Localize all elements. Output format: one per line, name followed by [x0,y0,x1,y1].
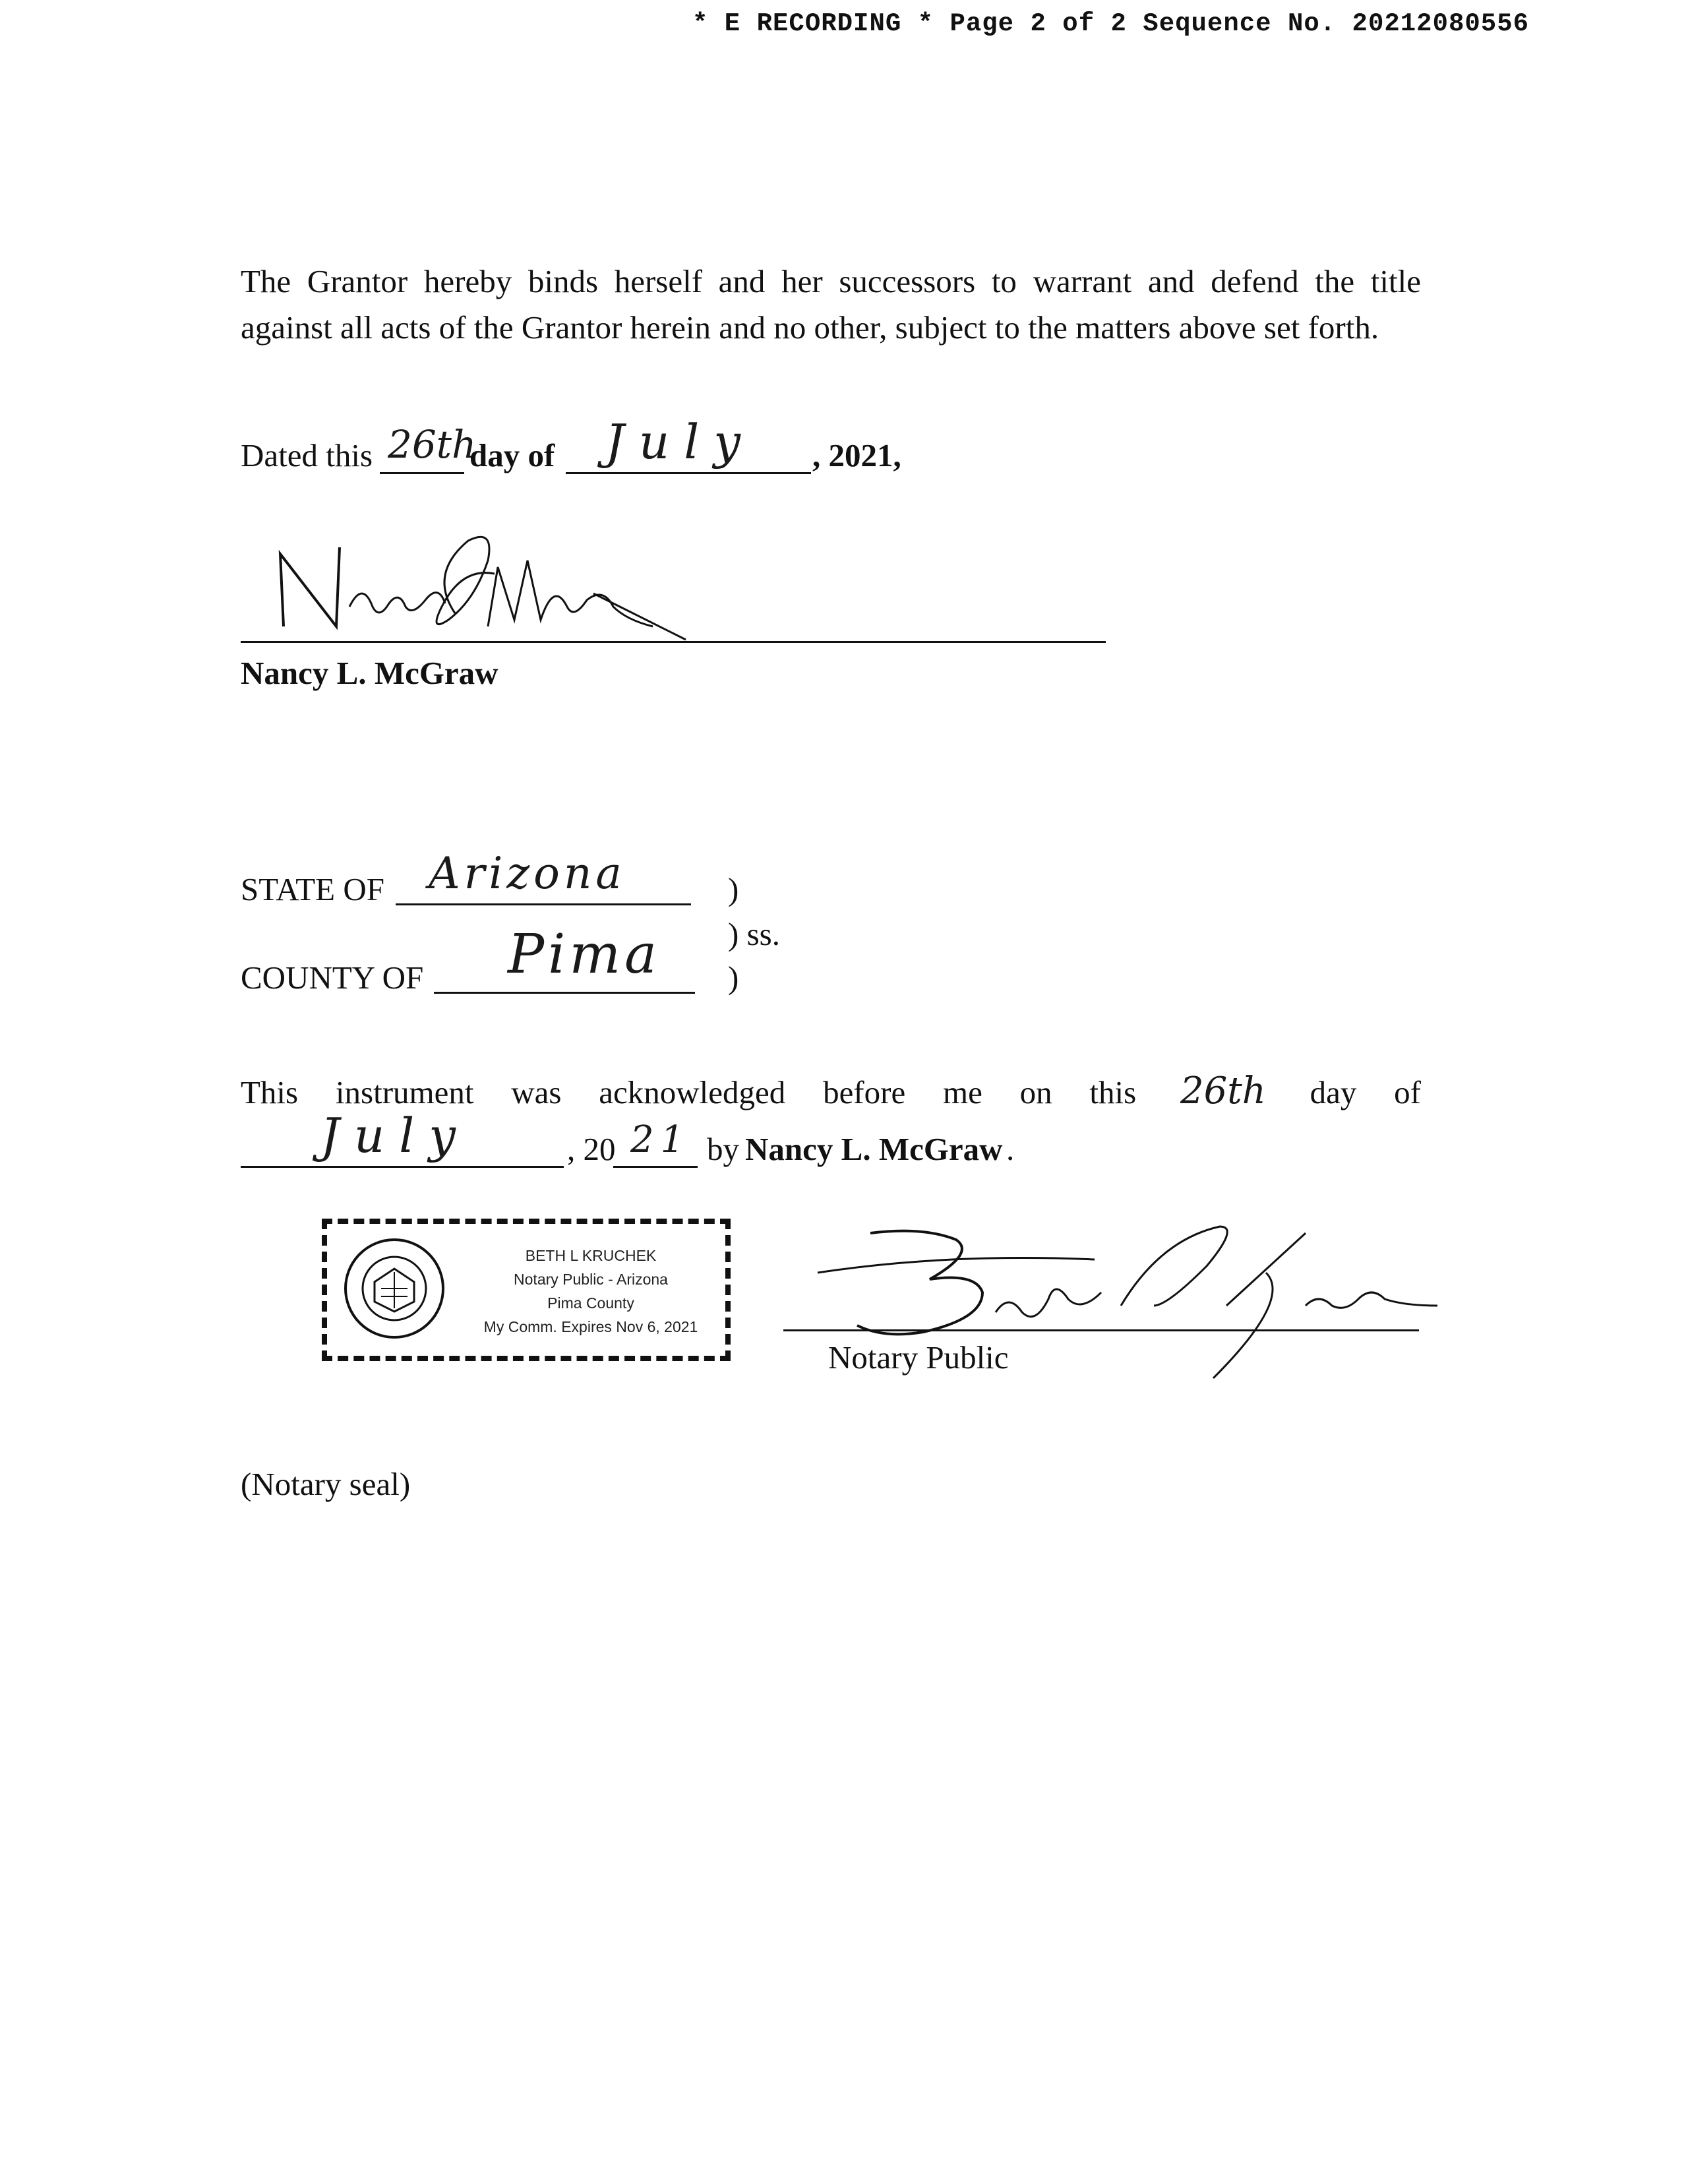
notary-seal-label: (Notary seal) [241,1466,411,1502]
ack-year-prefix: , 20 [567,1131,616,1167]
ack-month-line [241,1166,564,1168]
state-label: STATE OF [241,871,384,907]
state-line [396,903,691,905]
dated-day-line [380,472,464,474]
notary-stamp [322,1219,731,1361]
grantor-signature [264,528,725,659]
state-handwritten: Arizona [429,848,626,899]
state-seal-icon [342,1236,447,1341]
ack-day: day [1310,1074,1357,1110]
stamp-expires: My Comm. Expires Nov 6, 2021 [483,1318,698,1335]
dated-year: , 2021, [812,437,901,473]
county-handwritten: Pima [508,923,661,986]
ack-word: this [1089,1074,1137,1110]
ack-year-handwritten: 21 [630,1118,691,1161]
ack-name: Nancy L. McGraw [745,1131,1003,1167]
ack-day-handwritten: 26th [1180,1070,1266,1112]
stamp-name: BETH L KRUCHEK [525,1247,657,1264]
dated-month-handwritten: July [605,414,755,470]
ack-period: . [1006,1131,1015,1167]
recording-header: * E RECORDING * Page 2 of 2 Sequence No. 20212080556 [692,9,1529,38]
ack-by: by [707,1131,739,1167]
grantor-signature-line [241,641,1106,643]
dated-month-line [566,472,811,474]
notary-signature-line [783,1329,1419,1331]
venue-ss: ) ss. [728,916,780,952]
ack-word: acknowledged [599,1074,786,1110]
warranty-line-1: The Grantor hereby binds herself and her successors to warrant and defend the title [241,263,1421,299]
notary-public-label: Notary Public [828,1339,1009,1376]
ack-word: me [942,1074,982,1110]
warranty-line-2: against all acts of the Grantor herein and no other, subject to the matters above set forth. [241,309,1379,346]
dated-day-of: day of [469,437,555,473]
ack-word: before [823,1074,906,1110]
stamp-title: Notary Public - Arizona [514,1271,668,1288]
ack-word: was [511,1074,562,1110]
venue-paren-1: ) [728,871,739,907]
ack-year-line [613,1166,698,1168]
ack-of: of [1394,1074,1421,1110]
ack-word: on [1019,1074,1052,1110]
grantor-name: Nancy L. McGraw [241,655,498,691]
dated-prefix: Dated this [241,437,373,473]
county-line [434,992,695,994]
dated-day-handwritten: 26th [388,422,477,467]
ack-month-handwritten: July [320,1108,470,1163]
venue-paren-3: ) [728,959,739,996]
ack-word: instrument [335,1074,474,1110]
county-label: COUNTY OF [241,959,424,996]
ack-word: This [241,1074,299,1110]
stamp-county: Pima County [547,1294,634,1312]
